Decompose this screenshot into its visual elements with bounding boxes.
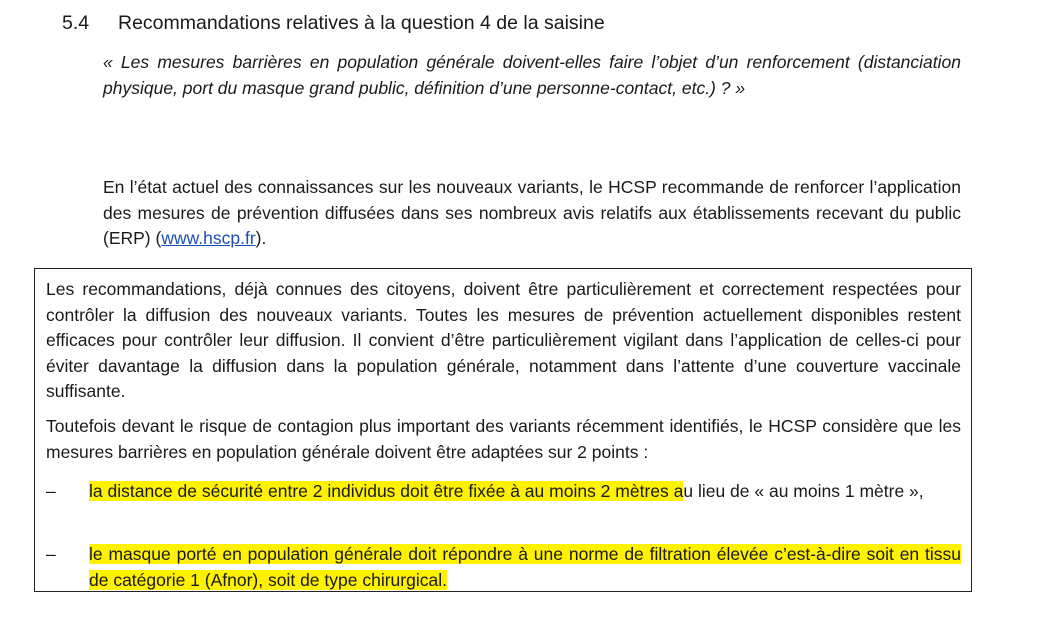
box-paragraph-2: Toutefois devant le risque de contagion plus important des variants récemment identifiés, le HCSP considère que les mesures barrières en population générale doivent être adaptées sur 2 points : xyxy=(46,416,961,462)
section-number: 5.4 xyxy=(62,12,90,34)
highlighted-text: la distance de sécurité entre 2 individus doit être fixée à au moins 2 mètres a xyxy=(89,481,684,501)
bullet-dash-1: – xyxy=(46,481,56,501)
intro-paragraph xyxy=(103,175,961,252)
bullet-text-rest: u lieu de « au moins 1 mètre », xyxy=(683,481,924,501)
box-paragraph-1: Les recommandations, déjà connues des citoyens, doivent être particulièrement et correctement respectées pour contrôler la diffusion des nouveaux variants. Toutes les mesures de prévention actuellement disponibles restent efficaces pour contrôler leur diffusion. Il convient d’être particulièrement vigilant dans l’application de celles-ci pour éviter davantage la diffusion dans la population générale, notamment dans l’attente d’une couverture vaccinale suffisante. xyxy=(46,279,961,401)
question-quote: « Les mesures barrières en population générale doivent-elles faire l’objet d’un renforcement (distanciation physique, port du masque grand public, définition d’une personne-contact, etc.) ? » xyxy=(103,52,961,98)
intro-text: En l’état actuel des connaissances sur les nouveaux variants, le HCSP recommande de renforcer l’application des mesures de prévention diffusées dans ses nombreux avis relatifs aux établissements recevant du public (ERP) ( xyxy=(103,177,961,248)
recommendation-box xyxy=(34,268,972,592)
bullet-item-mask xyxy=(89,542,961,593)
bullet-dash-2: – xyxy=(46,544,56,564)
intro-text-end: ). xyxy=(255,228,267,248)
hcsp-link[interactable]: www.hscp.fr xyxy=(161,228,256,248)
section-heading xyxy=(62,12,605,35)
highlighted-text: le masque porté en population générale doit répondre à une norme de filtration élevée c’est-à-dire soit en tissu de catégorie 1 (Afnor), soit de type chirurgical. xyxy=(89,544,961,590)
bullet-item-distance xyxy=(89,479,961,505)
section-title: Recommandations relatives à la question 4 de la saisine xyxy=(118,12,605,34)
